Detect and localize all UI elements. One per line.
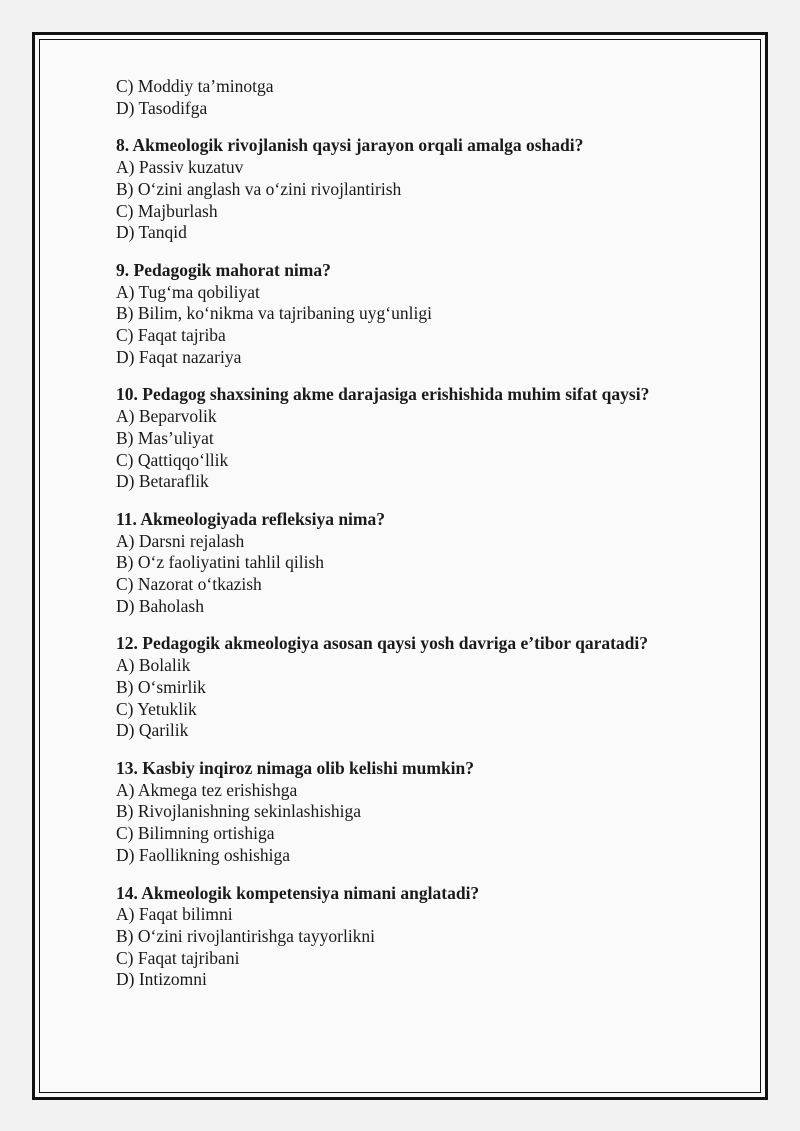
option-a: A) Tug‘ma qobiliyat: [116, 281, 260, 302]
option-b: B) O‘z faoliyatini tahlil qilish: [116, 552, 325, 573]
option-a: A) Passiv kuzatuv: [116, 157, 244, 178]
question-10: 10. Pedagog shaxsining akme darajasiga erishishida muhim sifat qaysi?: [116, 384, 650, 405]
option-b: B) O‘smirlik: [116, 676, 206, 697]
question-9: 9. Pedagogik mahorat nima?: [116, 259, 331, 280]
question-8: 8. Akmeologik rivojlanish qaysi jarayon orqali amalga oshadi?: [116, 135, 584, 156]
option-c: C) Faqat tajribani: [116, 947, 240, 968]
question-11: 11. Akmeologiyada refleksiya nima?: [116, 508, 385, 529]
option-d: D) Betaraflik: [116, 471, 209, 492]
option-d: D) Tasodifga: [116, 97, 208, 118]
question-14: 14. Akmeologik kompetensiya nimani anglatadi?: [116, 882, 480, 903]
option-a: A) Bolalik: [116, 655, 191, 676]
option-a: A) Darsni rejalash: [116, 530, 245, 551]
option-d: D) Faqat nazariya: [116, 346, 242, 367]
question-13: 13. Kasbiy inqiroz nimaga olib kelishi mumkin?: [116, 757, 475, 778]
option-c: C) Nazorat o‘tkazish: [116, 574, 262, 595]
option-a: A) Akmega tez erishishga: [116, 779, 298, 800]
option-b: B) O‘zini anglash va o‘zini rivojlantirish: [116, 178, 402, 199]
option-b: B) Bilim, ko‘nikma va tajribaning uyg‘unligi: [116, 303, 432, 324]
option-d: D) Intizomni: [116, 969, 207, 990]
option-d: D) Tanqid: [116, 222, 187, 243]
question-12: 12. Pedagogik akmeologiya asosan qaysi yosh davriga e’tibor qaratadi?: [116, 633, 649, 654]
option-c: C) Faqat tajriba: [116, 325, 226, 346]
option-c: C) Majburlash: [116, 200, 218, 221]
option-b: B) O‘zini rivojlantirishga tayyorlikni: [116, 925, 376, 946]
option-a: A) Beparvolik: [116, 406, 217, 427]
option-d: D) Qarilik: [116, 720, 189, 741]
option-d: D) Baholash: [116, 595, 204, 616]
document-body: [116, 76, 726, 991]
option-c: C) Bilimning ortishiga: [116, 823, 275, 844]
option-a: A) Faqat bilimni: [116, 904, 233, 925]
option-b: B) Mas’uliyat: [116, 427, 214, 448]
option-c: C) Moddiy ta’minotga: [116, 76, 274, 96]
option-d: D) Faollikning oshishiga: [116, 844, 291, 865]
option-c: C) Qattiqqo‘llik: [116, 449, 229, 470]
option-c: C) Yetuklik: [116, 698, 197, 719]
option-b: B) Rivojlanishning sekinlashishiga: [116, 801, 361, 822]
